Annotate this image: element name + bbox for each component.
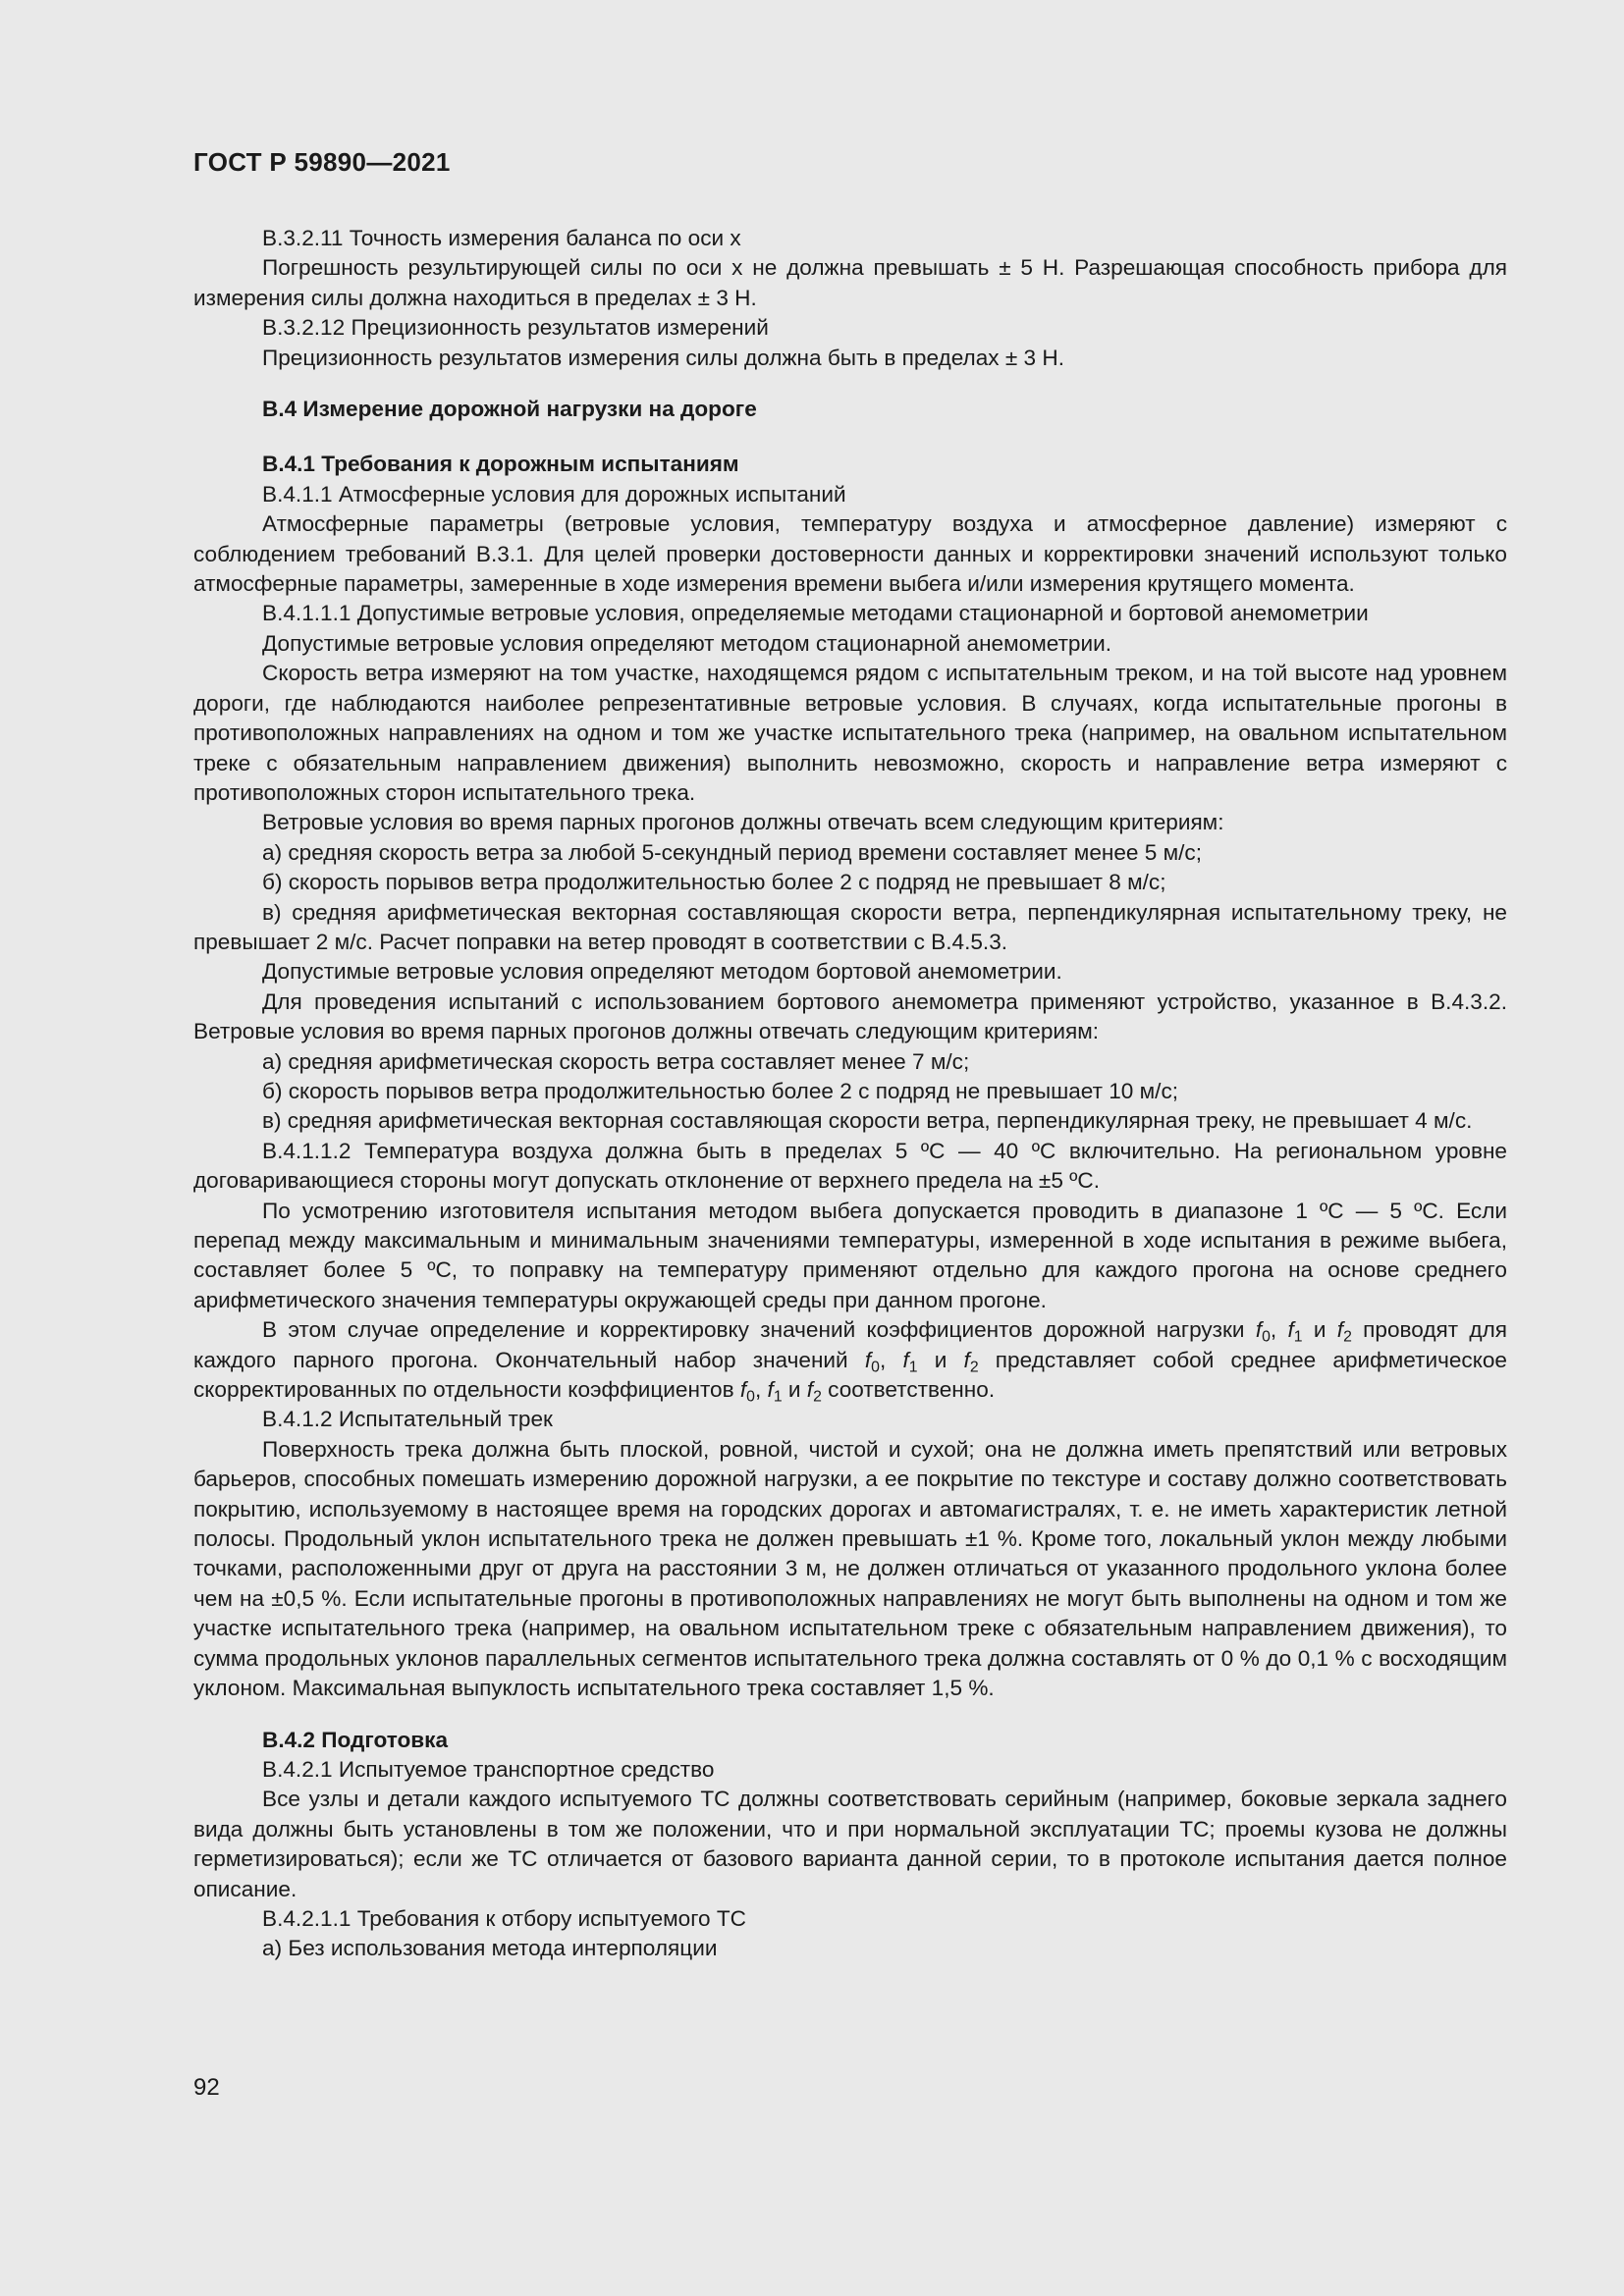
paragraph: Ветровые условия во время парных прогонов должны отвечать всем следующим критериям: (262, 810, 1224, 835)
paragraph: Прецизионность результатов измерения силы должна быть в пределах ± 3 Н. (262, 345, 1064, 370)
paragraph: Все узлы и детали каждого испытуемого ТС должны соответствовать серийным (например, боковые зеркала заднего вида должны быть установлены в том же положении, что и при нормальной эксплуатации ТС; проемы кузова не должны герметизироваться); если же ТС отличается от базового варианта данной серии, то в протоколе испытания дается полное описание. (193, 1787, 1507, 1901)
list-item: в) средняя арифметическая векторная составляющая скорости ветра, перпендикулярная треку, не превышает 4 м/с. (262, 1108, 1473, 1134)
paragraph: Погрешность результирующей силы по оси x не должна превышать ± 5 Н. Разрешающая способность прибора для измерения силы должна находиться в пределах ± 3 Н. (193, 255, 1507, 310)
paragraph: В.4.1.1.1 Допустимые ветровые условия, определяемые методами стационарной и бортовой анемометрии (262, 601, 1369, 626)
section-heading: В.4 Измерение дорожной нагрузки на дороге (262, 397, 757, 422)
paragraph: В.4.1.1.2 Температура воздуха должна быть в пределах 5 ºС — 40 ºС включительно. На региональном уровне договаривающиеся стороны могут допускать отклонение от верхнего предела на ±5 ºС. (193, 1138, 1507, 1194)
paragraph: В.4.1.2 Испытательный трек (262, 1407, 553, 1432)
page-number: 92 (193, 2074, 220, 2101)
document-body (193, 224, 1507, 1964)
paragraph: В.3.2.11 Точность измерения баланса по оси x (262, 226, 741, 250)
document-header: ГОСТ Р 59890—2021 (193, 147, 451, 177)
paragraph: По усмотрению изготовителя испытания методом выбега допускается проводить в диапазоне 1 ºС — 5 ºС. Если перепад между максимальным и минимальным значениями температуры, измеренной в ходе испытания в режиме выбега, составляет более 5 ºС, то поправку на температуру применяют отдельно для каждого прогона на основе среднего арифметического значения температуры окружающей среды при данном прогоне. (193, 1198, 1507, 1312)
list-item: а) средняя скорость ветра за любой 5-секундный период времени составляет менее 5 м/с; (262, 839, 1203, 865)
section-heading: В.4.1 Требования к дорожным испытаниям (262, 452, 739, 477)
paragraph: Допустимые ветровые условия определяют методом бортовой анемометрии. (262, 959, 1062, 985)
list-item: б) скорость порывов ветра продолжительностью более 2 с подряд не превышает 8 м/с; (262, 870, 1166, 895)
paragraph: В.3.2.12 Прецизионность результатов измерений (262, 315, 769, 341)
list-item: а) Без использования метода интерполяции (262, 1936, 718, 1961)
paragraph: В.4.2.1.1 Требования к отбору испытуемого ТС (262, 1905, 746, 1931)
list-item: б) скорость порывов ветра продолжительностью более 2 с подряд не превышает 10 м/с; (262, 1078, 1179, 1103)
section-heading: В.4.2 Подготовка (262, 1727, 449, 1752)
paragraph: Поверхность трека должна быть плоской, ровной, чистой и сухой; она не должна иметь препятствий или ветровых барьеров, способных помешать измерению дорожной нагрузки, а ее покрытие по текстуре и составу должно соответствовать покрытию, используемому в настоящее время на городских дорогах и автомагистралях, т. е. не иметь характеристик летной полосы. Продольный уклон испытательного трека не должен превышать ±1 %. Кроме того, локальный уклон между любыми точками, расположенными друг от друга на расстоянии 3 м, не должен отличаться от указанного продольного уклона более чем на ±0,5 %. Если испытательные прогоны в противоположных направлениях не могут быть выполнены на одном и том же участке испытательного трека (например, на овальном испытательном треке с обязательным направлением движения), то сумма продольных уклонов параллельных сегментов испытательного трека должна составлять от 0 % до 0,1 % с восходящим уклоном. Максимальная выпуклость испытательного трека составляет 1,5 %. (193, 1436, 1507, 1701)
paragraph: В.4.2.1 Испытуемое транспортное средство (262, 1756, 715, 1782)
paragraph: В этом случае определение и корректировку значений коэффициентов дорожной нагрузки $f_0$, $f_1$ и $f_2$ проводят для каждого парного прогона. Окончательный набор значений $f_0$, $f_1$ и $f_2$ представляет собой среднее арифметическое скорректированных по отдельности коэффициентов $f_0$, $f_1$ и $f_2$ соответственно. (193, 1317, 1507, 1406)
paragraph: Скорость ветра измеряют на том участке, находящемся рядом с испытательным треком, и на той высоте над уровнем дороги, где наблюдаются наиболее репрезентативные ветровые условия. В случаях, когда испытательные прогоны в противоположных направлениях на одном и том же участке испытательного трека (например, на овальном испытательном треке с обязательным направлением движения) выполнить невозможно, скорость и направление ветра измеряют с противоположных сторон испытательного трека. (193, 661, 1507, 805)
paragraph: Допустимые ветровые условия определяют методом стационарной анемометрии. (262, 630, 1112, 656)
list-item: а) средняя арифметическая скорость ветра составляет менее 7 м/с; (262, 1048, 970, 1074)
paragraph: В.4.1.1 Атмосферные условия для дорожных испытаний (262, 481, 846, 507)
paragraph: Для проведения испытаний с использованием бортового анемометра применяют устройство, указанное в В.4.3.2. Ветровые условия во время парных прогонов должны отвечать следующим критериям: (193, 988, 1507, 1044)
paragraph: Атмосферные параметры (ветровые условия, температуру воздуха и атмосферное давление) измеряют с соблюдением требований В.3.1. Для целей проверки достоверности данных и корректировки значений используют только атмосферные параметры, замеренные в ходе измерения времени выбега и/или измерения крутящего момента. (193, 511, 1507, 597)
list-item: в) средняя арифметическая векторная составляющая скорости ветра, перпендикулярная испытательному треку, не превышает 2 м/с. Расчет поправки на ветер проводят в соответствии с В.4.5.3. (193, 899, 1507, 954)
